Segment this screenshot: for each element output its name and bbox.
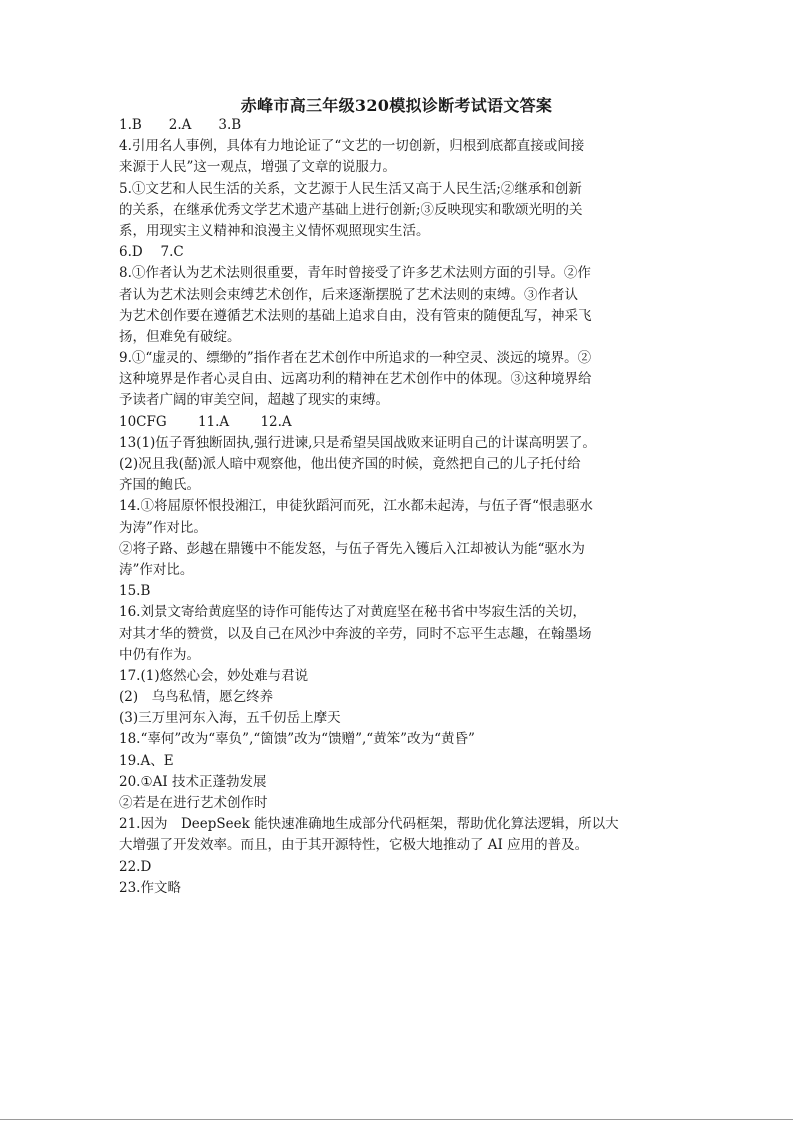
answer-line: 中仍有作为。 — [119, 646, 200, 663]
answer-line: 14.①将屈原怀恨投湘江，申徒狄蹈河而死，江水都未起涛，与伍子胥“恨恚驱水 — [119, 498, 593, 515]
answer-line: 扬，但难免有破绽。 — [119, 328, 241, 345]
answer-line: 20.①AI 技术正蓬勃发展 — [119, 773, 267, 790]
answer-line: 13(1)伍子胥独断固执,强行进谏,只是希望吴国战败来证明自己的计谋高明罢了。 — [119, 434, 596, 451]
answer-line: (2) 乌鸟私情，愿乞终养 — [119, 689, 274, 706]
answer-line: 1.B 2.A 3.B — [119, 117, 242, 133]
answer-line: 15.B — [119, 583, 151, 600]
answer-line: 22.D — [119, 858, 152, 875]
answer-line: 21.因为 DeepSeek 能快速准确地生成部分代码框架，帮助优化算法逻辑，所以大 — [119, 816, 619, 833]
bottom-divider — [0, 1119, 793, 1120]
answer-line: 这种境界是作者心灵自由、远离功利的精神在艺术创作中的体现。③这种境界给 — [119, 371, 592, 388]
answer-line: ②若是在进行艺术创作时 — [119, 795, 268, 811]
answer-line: 者认为艺术法则会束缚艺术创作，后来逐渐摆脱了艺术法则的束缚。③作者认 — [119, 286, 578, 303]
answer-line: ②将子路、彭越在鼎镬中不能发怒，与伍子胥先入镬后入江却被认为能“驱水为 — [119, 540, 585, 557]
answer-line: (3)三万里河东入海，五千仞岳上摩天 — [119, 710, 341, 727]
answer-line: 的关系，在继承优秀文学艺术遗产基础上进行创新;③反映现实和歌颂光明的关 — [119, 201, 583, 218]
answer-line: 来源于人民”这一观点，增强了文章的说服力。 — [119, 159, 396, 176]
answer-line: 16.刘景文寄给黄庭坚的诗作可能传达了对黄庭坚在秘书省中岑寂生活的关切， — [119, 604, 586, 621]
answer-line: 18.“辜何”改为“辜负”,“箇馈”改为“馈赠”,“黄笨”改为“黄昏” — [119, 731, 475, 748]
answer-line: 为涛”作对比。 — [119, 519, 207, 536]
answer-line: 9.①“虚灵的、缥缈的”指作者在艺术创作中所追求的一种空灵、淡远的境界。② — [119, 350, 592, 367]
answer-line: 齐国的鲍氏。 — [119, 477, 200, 494]
answer-line: 系，用现实主义精神和浪漫主义情怀观照现实生活。 — [119, 222, 430, 239]
answer-line: 8.①作者认为艺术法则很重要，青年时曾接受了许多艺术法则方面的引导。②作 — [119, 265, 591, 282]
answer-line: (2)况且我(嚭)派人暗中观察他，他出使齐国的时候，竟然把自己的儿子托付给 — [119, 456, 581, 472]
answer-line: 10CFG 11.A 12.A — [119, 413, 292, 430]
answer-line: 予读者广阔的审美空间，超越了现实的束缚。 — [119, 392, 389, 409]
answer-line: 19.A、E — [119, 752, 174, 769]
answer-line: 4.引用名人事例，具体有力地论证了“文艺的一切创新，归根到底都直接或间接 — [119, 138, 585, 155]
page-title: 赤峰市高三年级320模拟诊断考试语文答案 — [240, 96, 553, 115]
answer-line: 17.(1)悠然心会，妙处难与君说 — [119, 667, 309, 684]
answer-list — [119, 115, 639, 899]
answer-line: 6.D 7.C — [119, 244, 184, 261]
answer-line: 涛”作对比。 — [119, 561, 194, 578]
answer-line: 为艺术创作要在遵循艺术法则的基础上追求自由，没有管束的随便乱写，神采飞 — [119, 307, 592, 324]
answer-line: 对其才华的赞赏，以及自己在风沙中奔波的辛劳，同时不忘平生志趣，在翰墨场 — [119, 625, 592, 642]
answer-line: 23.作文略 — [119, 879, 181, 896]
answer-line: 5.①文艺和人民生活的关系，文艺源于人民生活又高于人民生活;②继承和创新 — [119, 180, 582, 197]
answer-line: 大增强了开发效率。而且，由于其开源特性，它极大地推动了 AI 应用的普及。 — [119, 837, 589, 854]
